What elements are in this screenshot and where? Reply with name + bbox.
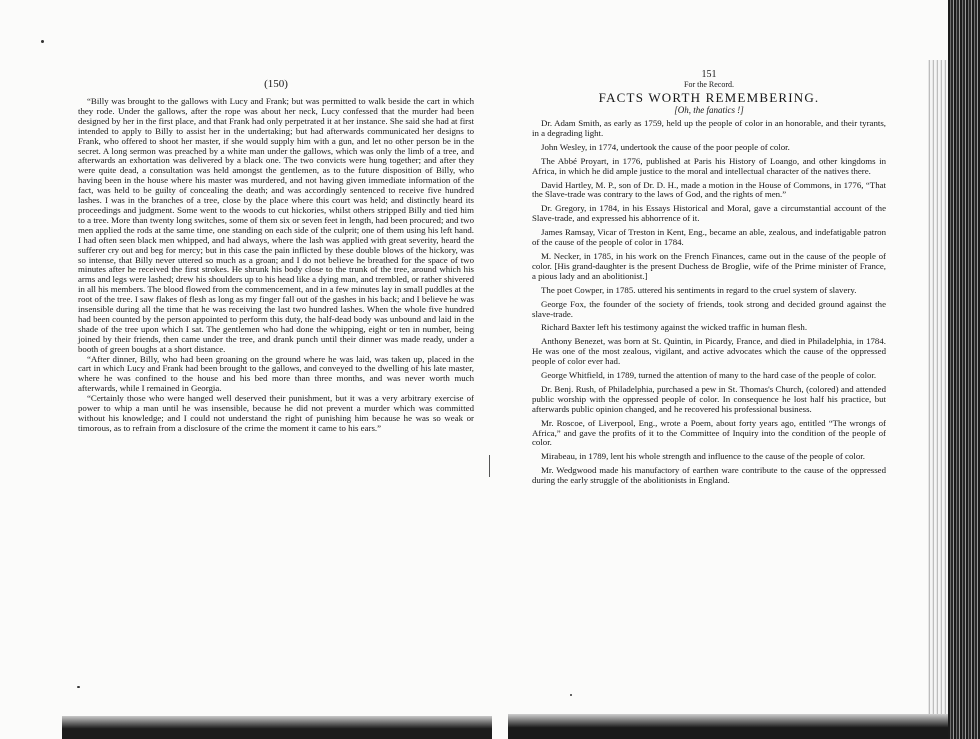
right-paragraph-15: Mirabeau, in 1789, lent his whole strength and influence to the cause of the people of color.	[541, 451, 865, 462]
right-paragraph-9: George Fox, the founder of the society of friends, took strong and decided ground against the slave-trade.	[532, 298, 886, 319]
left-paragraph-2: “After dinner, Billy, who had been groaning on the ground where he was laid, was taken up, placed in the cart in which Lucy and Frank had been brought to the gallows, and conveyed to the dwelling of his late master, where he was confined to the house and his bed more than three months, and was never worth much afterwards, while I remained in Georgia.	[78, 353, 474, 394]
running-head: For the Record.	[684, 80, 734, 89]
right-paragraph-6: James Ramsay, Vicar of Treston in Kent, Eng., became an able, zealous, and indefatigable patron of the cause of the people of color in 1784.	[532, 227, 886, 248]
left-paragraph-1: “Billy was brought to the gallows with Lucy and Frank; but was permitted to walk beside the cart in which they rode. Under the gallows, after the rope was about her neck, Lucy confessed that the murder had been designed by her in the first place, and that Frank had only perpetrated it at her instance. She said she had at first intended to apply to Billy to assist her in the undertaking; but had afterwards communicated her designs to Frank, who offered to shoot her master, if she would supply him with a gun, and let no other person be in the secret. A long sermon was preached by a white man under the gallows, which was only the limb of a tree, and afterwards an exhortation was delivered by a black one. The two convicts were hung together; and after they were quite dead, a consultation was held amongst the gentlemen, as to the future disposition of Billy, who having been in the house where his master was murdered, and not having given immediate information of the fact, was held to be guilty of concealing the death; and was accordingly sentenced to receive five hundred lashes. I was in the branches of a tree, close by the place where this court was held; and distinctly heard its proceedings and judgment. Some went to the woods to cut hickories, whilst others stripped Billy and tied him to a tree. More than twenty long switches, some of them six or seven feet in length, had been procured; and two men applied the rods at the same time, one standing on each side of the culprit; one of them using his left hand. I had often seen black men whipped, and had always, where the lash was applied with great severity, heard the sufferer cry out and beg for mercy; but in this case the pain inflicted by these double blows of the hickory, was so intense, that Billy never uttered so much as a groan; and I do not believe he breathed for the space of two minutes after he received the first strokes. He shrunk his body close to the trunk of the tree, around which his arms and legs were lashed; drew his shoulders up to his head like a dying man, and trembled, or rather shivered in all his members. The blood flowed from the commencement, and in a few minutes lay in small puddles at the root of the tree. I saw flakes of flesh as long as my finger fall out of the gashes in his back; and I believe he was insensible during all the time that he was receiving the last two hundred lashes. When the whole five hundred had been counted by the person appointed to perform this duty, the half-dead body was unbound and laid in the shade of the tree upon which I sat. The gentlemen who had done the whipping, eight or ten in number, being joined by their friends, then came under the tree, and drank punch until their dinner was made ready, under a booth of green boughs at a short distance.	[78, 96, 474, 354]
scan-shadow-right	[508, 714, 948, 739]
right-page	[532, 70, 886, 486]
scan-shadow-left	[62, 716, 492, 739]
ink-speck	[570, 694, 572, 696]
left-page-number: (150)	[264, 78, 288, 90]
right-paragraph-1: Dr. Adam Smith, as early as 1759, held up the people of color in an honorable, and their tyrants, in a degrading light.	[532, 118, 886, 138]
right-paragraph-13: Dr. Benj. Rush, of Philadelphia, purchased a pew in St. Thomas's Church, (colored) and attended public worship with the oppressed people of color. In consequence he lost half his practice, but afterwards public opinion changed, and he recovered his professional business.	[532, 383, 886, 414]
left-page	[78, 78, 474, 434]
right-paragraph-10: Richard Baxter left his testimony against the wicked traffic in human flesh.	[541, 322, 808, 333]
book-spine-edge	[948, 0, 980, 739]
article-title: FACTS WORTH REMEMBERING.	[598, 90, 820, 105]
ink-speck	[41, 40, 44, 43]
right-paragraph-12: George Whitfield, in 1789, turned the attention of many to the hard case of the people of color.	[541, 370, 877, 381]
right-paragraph-8: The poet Cowper, in 1785. uttered his sentiments in regard to the cruel system of slavery.	[541, 284, 857, 295]
right-paragraph-11: Anthony Benezet, was born at St. Quintin, in Picardy, France, and died in Philadelphia, in 1784. He was one of the most zealous, vigilant, and active advocates which the cause of the oppressed people of color ever had.	[532, 336, 886, 367]
left-page-body	[78, 97, 474, 434]
right-paragraph-4: David Hartley, M. P., son of Dr. D. H., made a motion in the House of Commons, in 1776, “That the Slave-trade was contrary to the laws of God, and the rights of men.”	[532, 179, 886, 200]
right-page-body	[532, 119, 886, 486]
gutter-mark	[489, 455, 490, 477]
left-paragraph-3: “Certainly those who were hanged well deserved their punishment, but it was a very arbitrary exercise of power to whip a man until he was insensible, because he did not prevent a murder which was committed without his knowledge; and I could not understand the right of punishing him because he was so weak or timorous, as to refrain from a disclosure of the crime the moment it came to his ears.”	[78, 393, 474, 433]
right-paragraph-7: M. Necker, in 1785, in his work on the French Finances, came out in the cause of the people of color. [His grand-daughter is the present Duchess de Broglie, wife of the Prime minister of France, a pious lady and an abolitionist.]	[532, 250, 886, 281]
article-subtitle: [Oh, the fanatics !]	[674, 105, 744, 115]
ink-speck	[77, 686, 80, 688]
right-paragraph-5: Dr. Gregory, in 1784, in his Essays Historical and Moral, gave a circumstantial account of the Slave-trade, and expressed his abhorrence of it.	[532, 203, 886, 224]
right-paragraph-3: The Abbé Proyart, in 1776, published at Paris his History of Loango, and other kingdoms in Africa, in which he did ample justice to the moral and intellectual character of the natives there.	[532, 155, 886, 176]
right-paragraph-2: John Wesley, in 1774, undertook the cause of the poor people of color.	[541, 141, 790, 152]
right-page-number: 151	[701, 69, 717, 80]
right-paragraph-16: Mr. Wedgwood made his manufactory of earthen ware contribute to the cause of the oppressed during the early struggle of the abolitionists in England.	[532, 465, 886, 486]
page-edges	[928, 60, 948, 715]
right-paragraph-14: Mr. Roscoe, of Liverpool, Eng., wrote a Poem, about forty years ago, entitled “The wrongs of Africa,” and gave the profits of it to the Committee of Inquiry into the condition of the people of color.	[532, 417, 886, 448]
